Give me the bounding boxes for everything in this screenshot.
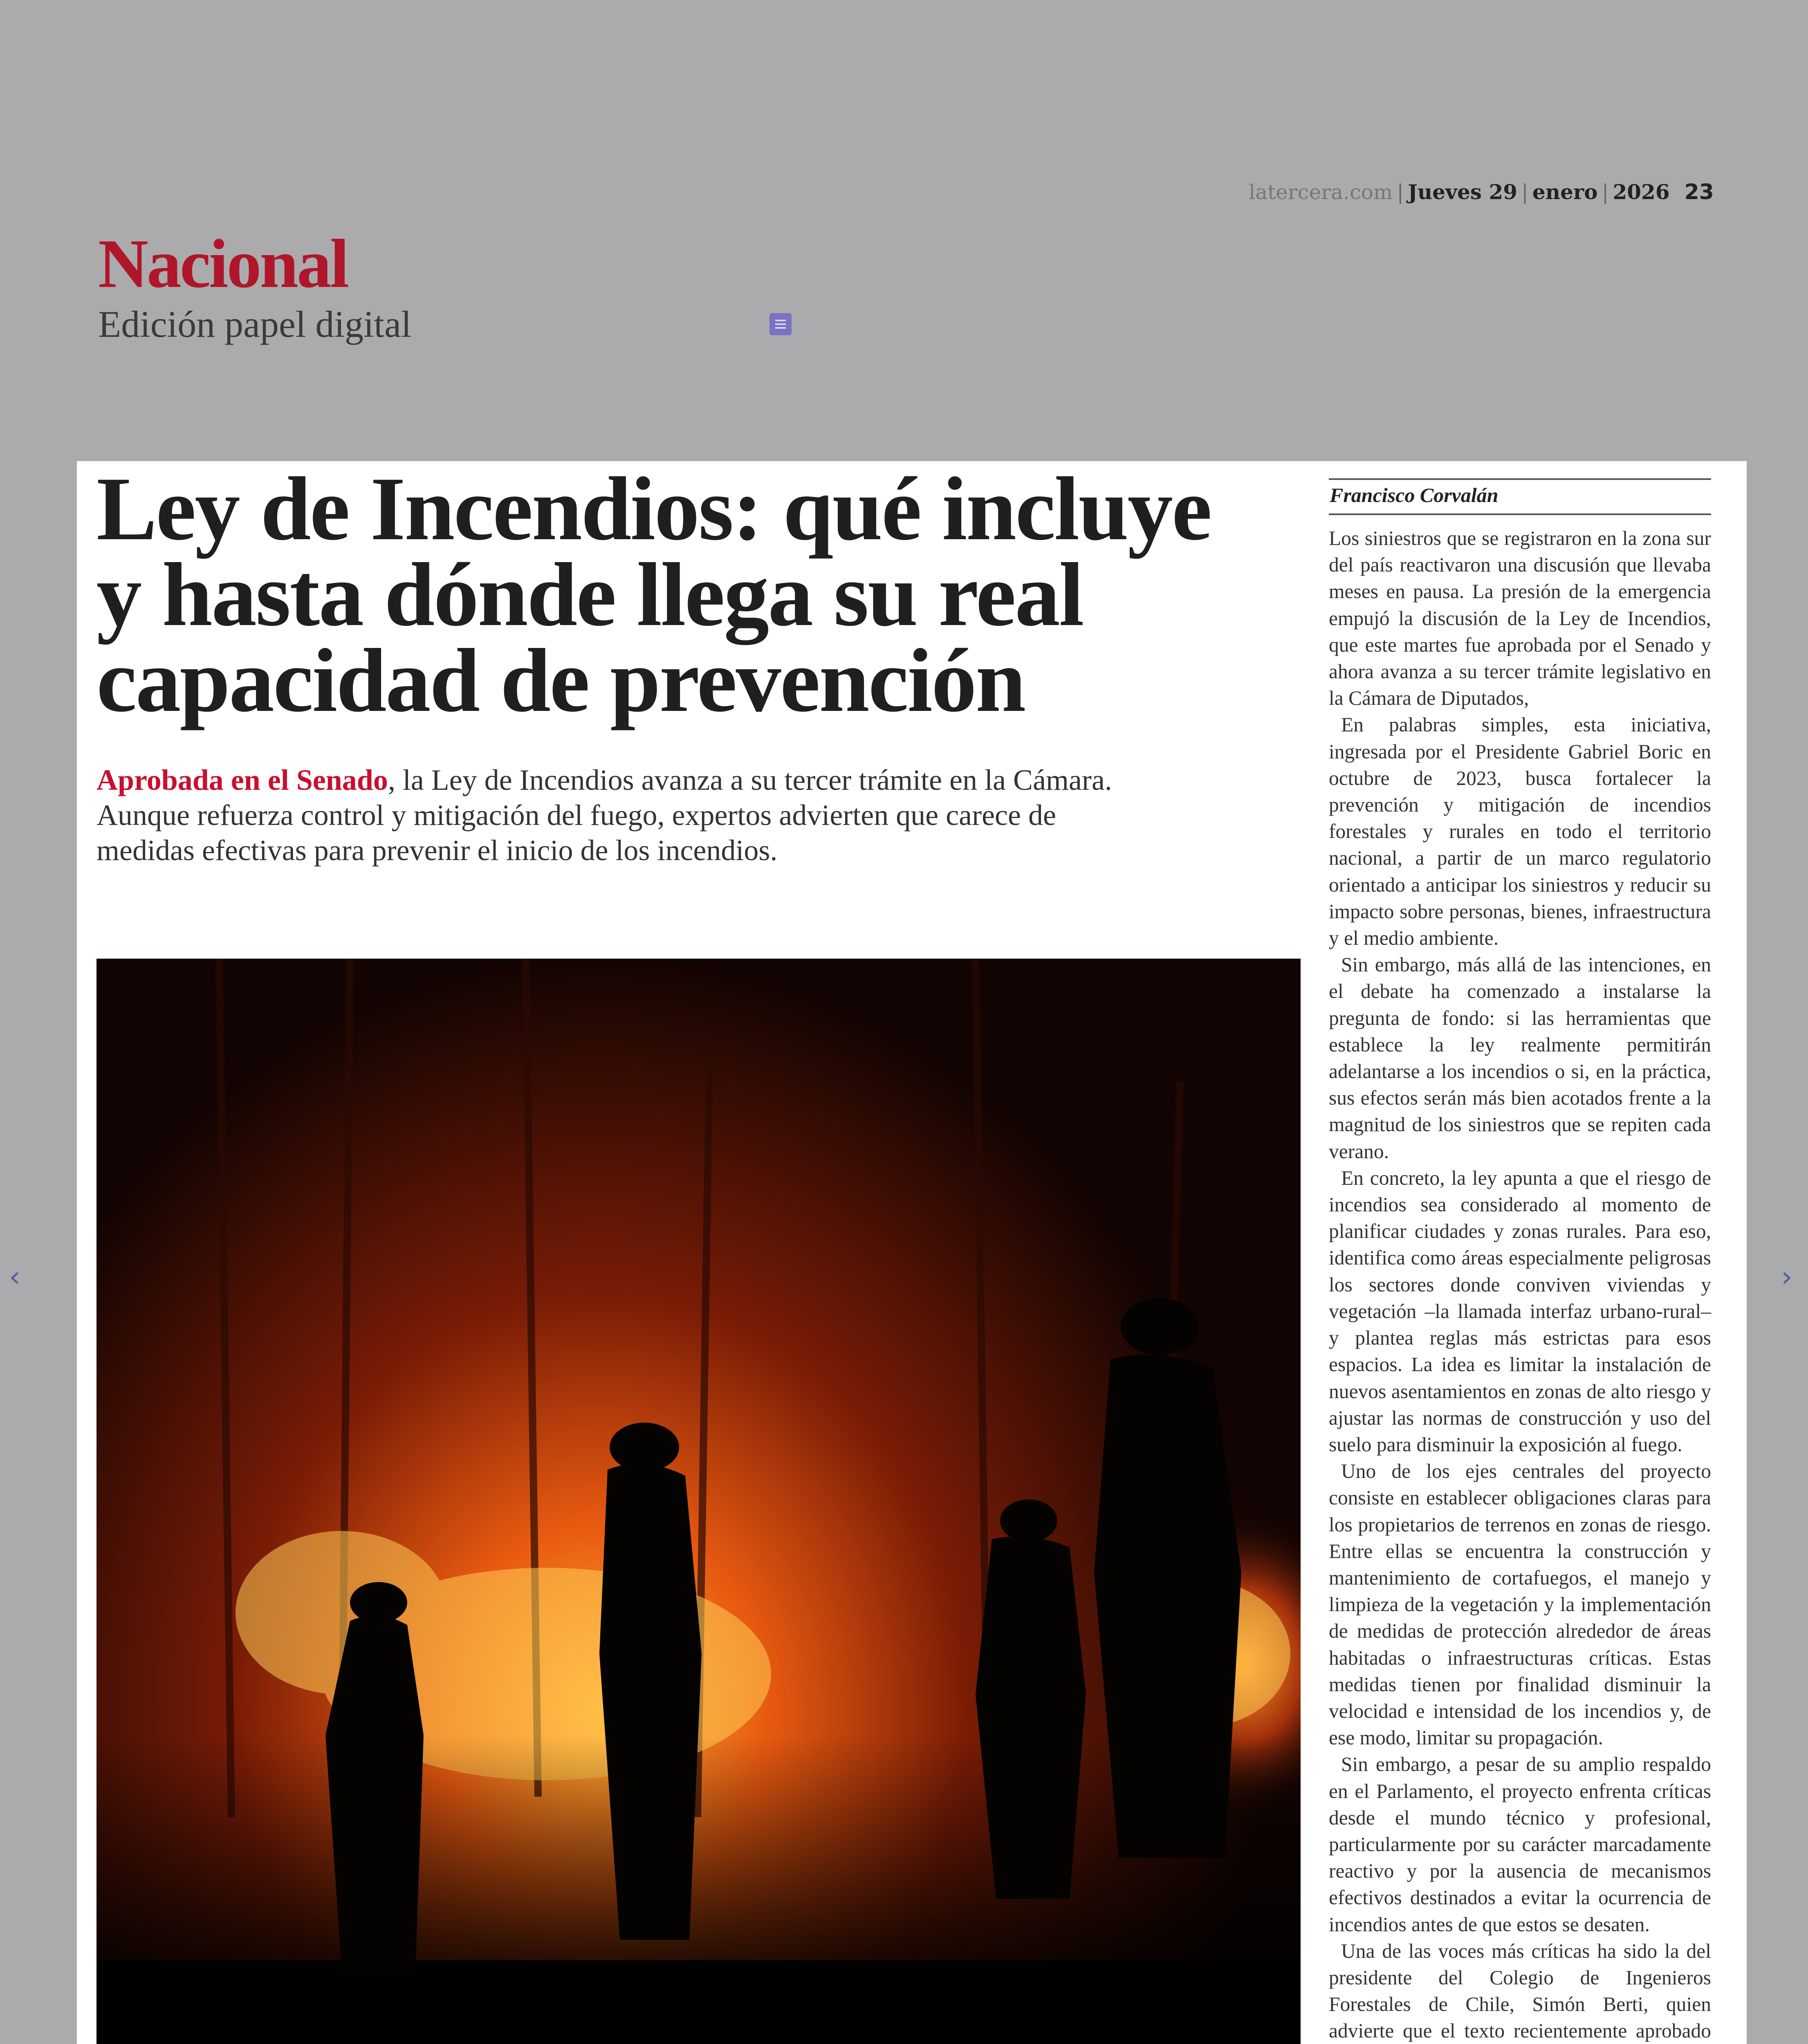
body-paragraph: Sin embargo, a pesar de su amplio respaldo en el Parlamento, el proyecto enfrenta críticas desde el mundo técnico y profesional, particularmente por su carácter marcadamente reactivo y por la ausencia de mecanismos efectivos destinados a evitar la ocurrencia de incendios antes de que estos se desaten. <box>1329 1753 1711 1936</box>
body-paragraph: Sin embargo, más allá de las intenciones, en el debate ha comenzado a instalarse la pregunta de fondo: si las herramientas que establece la ley realmente permitirán adelantarse a los incendios o si, en la práctica, sus efectos serán más bien acotados frente a la magnitud de los siniestros que se repiten cada verano. <box>1329 953 1711 1163</box>
lead-kicker: Aprobada en el Senado <box>96 764 388 796</box>
body-paragraph: En palabras simples, esta iniciativa, ingresada por el Presidente Gabriel Boric en octubre de 2023, busca fortalecer la prevención y mitigación de incendios forestales y rurales en todo el territorio nacional, a partir de un marco regulatorio orientado a anticipar los siniestros y reducir su impacto sobre personas, bienes, infraestructura y el medio ambiente. <box>1329 713 1711 950</box>
previous-page-chevron-icon[interactable]: ‹ <box>9 1260 20 1293</box>
site-name: latercera.com <box>1249 180 1393 204</box>
article-body <box>1329 525 1711 2044</box>
date-year: 2026 <box>1613 180 1670 204</box>
body-paragraph: Los siniestros que se registraron en la zona sur del país reactivaron una discusión que llevaba meses en pausa. La presión de la emergencia empujó la discusión de la Ley de Incendios, que este martes fue aprobada por el Senado y ahora avanza a su tercer trámite legislativo en la Cámara de Diputados, <box>1329 527 1711 710</box>
wildfire-illustration <box>96 959 1301 2044</box>
note-icon[interactable] <box>769 313 792 335</box>
lead-text: , la Ley de Incendios avanza a su tercer trámite en la Cámara. Aunque refuerza control y mitigación del fuego, expertos advierten que carece de medidas efectivas para prevenir el inicio de los incendios. <box>96 764 1112 867</box>
page-number: 23 <box>1684 180 1714 204</box>
date-month: enero <box>1532 180 1598 204</box>
byline-rule-bottom <box>1329 513 1711 515</box>
date-weekday: Jueves 29 <box>1408 180 1518 204</box>
headline-line: y hasta dónde llega su real <box>96 545 1083 645</box>
section-title: Nacional <box>98 225 348 302</box>
headline-line: capacidad de prevención <box>96 630 1025 731</box>
article-lead <box>96 762 1127 868</box>
headline-line: Ley de Incendios: qué incluye <box>96 459 1211 559</box>
body-paragraph: Uno de los ejes centrales del proyecto consiste en establecer obligaciones claras para los propietarios de terrenos en zonas de riesgo. Entre ellas se encuentra la construcción y mantenimiento de cortafuegos, el manejo y limpieza de la vegetación y la implementación de medidas de protección alrededor de áreas habitadas o infraestructuras críticas. Estas medidas tienen por finalidad disminuir la velocidad e intensidad de los incendios y, de ese modo, limitar su propagación. <box>1329 1460 1711 1749</box>
body-paragraph: En concreto, la ley apunta a que el riesgo de incendios sea considerado al momento de planificar ciudades y zonas rurales. Para eso, identifica como áreas especialmente peligrosas los sectores donde conviven viviendas y vegetación –la llamada interfaz urbano-rural– y plantea reglas más estrictas para esos espacios. La idea es limitar la instalación de nuevos asentamientos en zonas de alto riesgo y ajustar las normas de construcción y uso del suelo para disminuir la exposición al fuego. <box>1329 1166 1711 1456</box>
byline-rule-top <box>1329 478 1711 480</box>
article-byline: Francisco Corvalán <box>1330 484 1498 507</box>
body-paragraph: Una de las voces más críticas ha sido la del presidente del Colegio de Ingenieros Forestales de Chile, Simón Berti, quien advierte que el texto recientemente aprobado <box>1329 1939 1711 2042</box>
article-headline <box>96 459 1303 731</box>
next-page-chevron-icon[interactable]: › <box>1781 1260 1792 1293</box>
article-photo <box>96 959 1301 2044</box>
section-subtitle: Edición papel digital <box>98 303 412 345</box>
page-header: latercera.com | Jueves 29 | enero | 2026 23 <box>1249 180 1714 204</box>
